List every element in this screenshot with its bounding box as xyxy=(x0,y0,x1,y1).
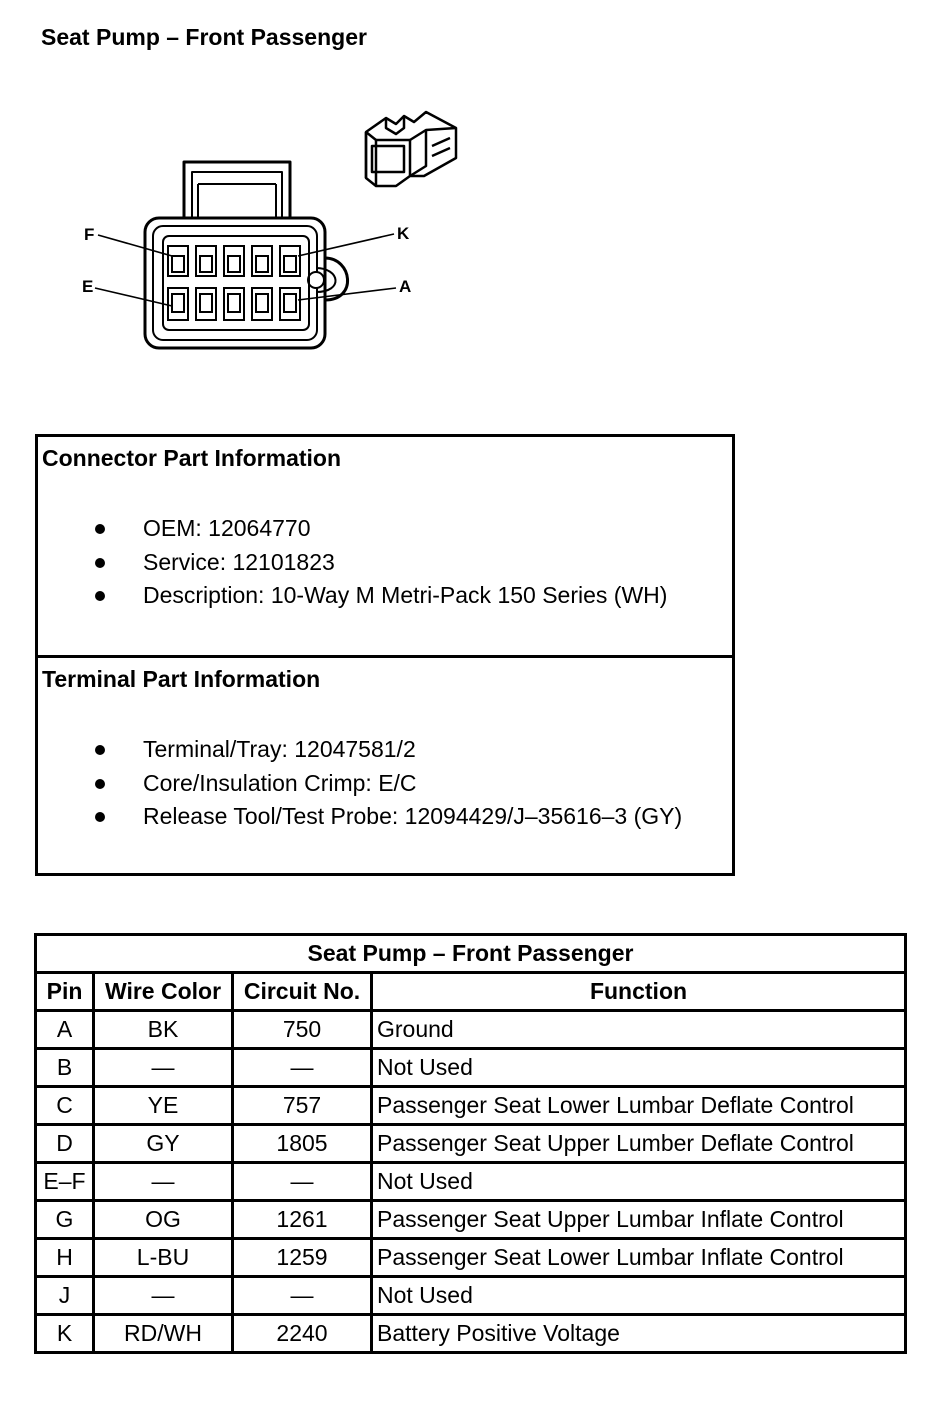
pin-cell: C xyxy=(36,1087,94,1125)
table-row xyxy=(36,1201,906,1239)
list-item-text: Release Tool/Test Probe: 12094429/J–35616–3 (GY) xyxy=(143,803,683,829)
wire-color-cell: — xyxy=(94,1163,233,1201)
cavity-top-row xyxy=(168,246,300,276)
connector-housing-icon xyxy=(366,112,456,186)
function-cell: Not Used xyxy=(372,1277,906,1315)
table-row xyxy=(36,1125,906,1163)
table-row xyxy=(36,1049,906,1087)
table-row xyxy=(36,1087,906,1125)
pin-cell: B xyxy=(36,1049,94,1087)
wire-color-cell: YE xyxy=(94,1087,233,1125)
wire-color-cell: GY xyxy=(94,1125,233,1163)
list-item-text: Core/Insulation Crimp: E/C xyxy=(143,769,417,796)
circuit-cell: 750 xyxy=(233,1011,372,1049)
circuit-cell: — xyxy=(233,1277,372,1315)
column-header-pin: Pin xyxy=(36,973,94,1011)
function-cell: Passenger Seat Lower Lumbar Deflate Control xyxy=(372,1087,906,1125)
circuit-cell: 1259 xyxy=(233,1239,372,1277)
function-cell: Ground xyxy=(372,1011,906,1049)
wire-color-cell: OG xyxy=(94,1201,233,1239)
wire-color-cell: BK xyxy=(94,1011,233,1049)
bullet-icon xyxy=(95,812,105,822)
list-item-text: OEM: 12064770 xyxy=(143,515,311,541)
circuit-cell: — xyxy=(233,1163,372,1201)
function-cell: Not Used xyxy=(372,1163,906,1201)
list-item-text: Terminal/Tray: 12047581/2 xyxy=(143,736,416,762)
table-row xyxy=(36,1315,906,1353)
terminal-info-heading: Terminal Part Information xyxy=(42,666,321,692)
pin-label-e: E xyxy=(82,277,94,296)
pin-label-k: K xyxy=(397,224,410,243)
pin-label-a: A xyxy=(399,277,412,296)
table-title-row xyxy=(36,935,906,973)
page-title: Seat Pump – Front Passenger xyxy=(41,24,367,50)
circuit-cell: — xyxy=(233,1049,372,1087)
function-cell: Passenger Seat Upper Lumber Deflate Control xyxy=(372,1125,906,1163)
table-row xyxy=(36,1163,906,1201)
terminal-part-info-box xyxy=(35,655,735,876)
column-header-wire-color: Wire Color xyxy=(94,973,233,1011)
function-cell: Battery Positive Voltage xyxy=(372,1315,906,1353)
pin-cell: H xyxy=(36,1239,94,1277)
cavity-bottom-row xyxy=(168,288,300,320)
pin-cell: D xyxy=(36,1125,94,1163)
list-item-text: Service: 12101823 xyxy=(143,548,335,575)
column-header-circuit: Circuit No. xyxy=(233,973,372,1011)
wire-color-cell: — xyxy=(94,1277,233,1315)
bullet-icon xyxy=(95,524,105,534)
table-header-row xyxy=(36,973,906,1011)
pin-cell: G xyxy=(36,1201,94,1239)
function-cell: Not Used xyxy=(372,1049,906,1087)
table-row xyxy=(36,1277,906,1315)
bullet-icon xyxy=(95,745,105,755)
table-row xyxy=(36,1239,906,1277)
wire-color-cell: RD/WH xyxy=(94,1315,233,1353)
bullet-icon xyxy=(95,591,105,601)
circuit-cell: 1805 xyxy=(233,1125,372,1163)
pin-cell: K xyxy=(36,1315,94,1353)
function-cell: Passenger Seat Upper Lumbar Inflate Control xyxy=(372,1201,906,1239)
table-title: Seat Pump – Front Passenger xyxy=(36,935,906,973)
connector-part-info-box xyxy=(35,434,735,658)
circuit-cell: 1261 xyxy=(233,1201,372,1239)
circuit-cell: 757 xyxy=(233,1087,372,1125)
pin-label-f: F xyxy=(84,225,95,244)
list-item-text: Description: 10-Way M Metri-Pack 150 Series (WH) xyxy=(143,582,668,608)
connector-diagram xyxy=(0,90,520,370)
bullet-icon xyxy=(95,779,105,789)
connector-info-heading: Connector Part Information xyxy=(42,445,342,471)
circuit-cell: 2240 xyxy=(233,1315,372,1353)
pin-table xyxy=(34,933,907,1354)
bullet-icon xyxy=(95,558,105,568)
pin-cell: J xyxy=(36,1277,94,1315)
table-row xyxy=(36,1011,906,1049)
wire-color-cell: — xyxy=(94,1049,233,1087)
pin-cell: E–F xyxy=(36,1163,94,1201)
function-cell: Passenger Seat Lower Lumbar Inflate Control xyxy=(372,1239,906,1277)
column-header-function: Function xyxy=(372,973,906,1011)
leader-lines xyxy=(95,234,396,306)
wire-color-cell: L-BU xyxy=(94,1239,233,1277)
pin-cell: A xyxy=(36,1011,94,1049)
